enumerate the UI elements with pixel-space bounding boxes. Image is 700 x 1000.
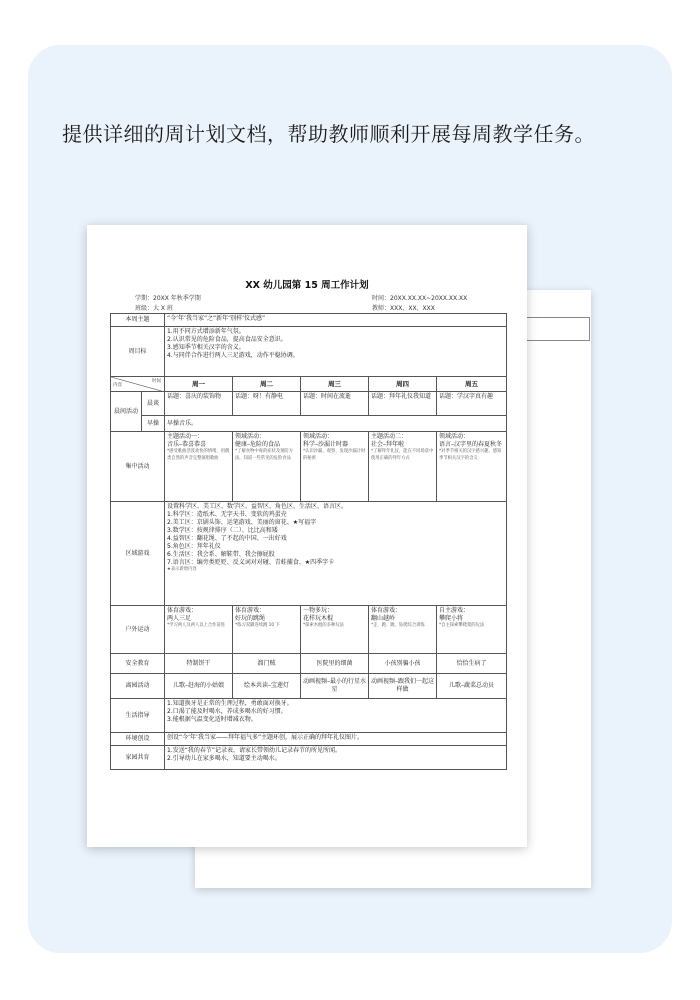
life-item: 2.口渴了能及时喝水，养成多喝水的好习惯。: [167, 708, 287, 715]
time-text: 时间：20XX.XX.XX~20XX.XX.XX: [372, 295, 468, 302]
class-text: 班级：大 X 班: [135, 305, 173, 312]
group-note: *了解食物中毒的症状及预防方法，知道一些常见的危险食品: [235, 449, 294, 461]
safety-row: [111, 654, 507, 674]
outdoor-title: 体育游戏：: [167, 607, 198, 614]
area-label: 区域游戏: [111, 502, 165, 606]
area-item: 3.数学区：按规律排序（二）、比比高和矮: [167, 527, 278, 534]
home-label: 家园共育: [111, 746, 165, 770]
goals-cell: [165, 327, 507, 377]
leave-cell: 绘本共读–宝莲灯: [233, 674, 301, 699]
theme-row: [111, 314, 507, 327]
area-item: 1.科学区：造纸术、无字天书、变软的鸡蛋壳: [167, 511, 287, 518]
front-page: [87, 225, 527, 847]
environment-row: [111, 733, 507, 746]
area-item: 设置科学区、美工区、数学区、益智区、角色区、生活区、语言区。: [167, 503, 348, 510]
leave-cell: 儿歌–蔬菜总动员: [437, 674, 507, 699]
area-item: 7.语言区：编旁类贬贬、反义词对对碰、青蛙捕食、★四季字卡: [167, 559, 335, 566]
group-cell: [369, 432, 437, 502]
group-title: 领域活动：: [303, 433, 334, 440]
group-name: 音乐–恭喜恭喜: [167, 441, 207, 448]
document-title: XX 幼儿园第 15 周工作计划: [245, 280, 369, 291]
group-cell: [165, 432, 233, 502]
theme-text: “今‘年’我当家”之“新年‘别样’仪式感”: [165, 314, 507, 327]
life-label: 生活指导: [111, 699, 165, 733]
group-title: 领域活动：: [235, 433, 266, 440]
outdoor-name: 翻山越岭: [371, 615, 396, 622]
group-note: *认识沙漏，观察、发现沙漏计时的秘密: [303, 449, 366, 461]
outdoor-note: *走、跑、跳、钻爬综合训练: [371, 623, 425, 628]
outdoor-note: *练习双脚连续跳 10 下: [235, 623, 280, 628]
outdoor-cell: [369, 606, 437, 654]
group-name: 语言–汉字里的春夏秋冬: [439, 441, 503, 448]
group-cell: [437, 432, 507, 502]
group-title: 领域活动：: [439, 433, 470, 440]
outdoor-title: 体育游戏：: [371, 607, 402, 614]
safety-cell: 医院里的细菌: [301, 654, 369, 674]
group-note: *对季节相关的汉字感兴趣，感知季节相关汉字的含义: [439, 449, 502, 461]
goal-item: 1.用不同方式增添新年气氛。: [167, 328, 245, 335]
safety-cell: 恰恰生病了: [437, 654, 507, 674]
area-item: 5.角色区：拜年礼仪: [167, 543, 221, 550]
outdoor-name: 好玩的跳绳: [235, 615, 266, 622]
goals-row: [111, 327, 507, 377]
talk-cell: 话题：时间在流逝: [301, 392, 369, 416]
area-item: 6.生活区：我会系、解鞋带、我会擦屁股: [167, 551, 275, 558]
home-item: 2.引导幼儿在家多喝水，知道要主动喝水。: [167, 755, 281, 762]
group-name: 科学–沙漏计时器: [303, 441, 349, 448]
safety-cell: 溜门贼: [233, 654, 301, 674]
leave-cell: 动画视频–跟我们一起这样做: [369, 674, 437, 699]
area-item: 4.益智区：翻花绳、了不起的中国、一出好戏: [167, 535, 287, 542]
safety-cell: 特制饼干: [165, 654, 233, 674]
group-name: 社会–拜年啦: [371, 441, 405, 448]
outdoor-title: 体育游戏：: [235, 607, 266, 614]
group-cell: [301, 432, 369, 502]
leave-cell: 动画视频–最小的行星水星: [301, 674, 369, 699]
outdoor-name: 花样玩木棍: [303, 615, 334, 622]
group-activity-row: [111, 432, 507, 502]
life-cell: [165, 699, 507, 733]
outdoor-cell: [165, 606, 233, 654]
theme-label: 本周主题: [111, 314, 165, 327]
talk-cell: 话题：拜年礼仪我知道: [369, 392, 437, 416]
life-row: [111, 699, 507, 733]
group-title: 主题活动二：: [371, 433, 408, 440]
outdoor-note: *探索木棍的多种玩法: [303, 623, 344, 628]
area-item: 2.美工区：京剧头饰、运笔游戏、美丽的窗花、★写福字: [167, 519, 317, 526]
morning-label: 晨间活动: [111, 392, 142, 432]
env-text: 创设“今‘年’我当家——拜年福气多”主题环创，展示正确的拜年礼仪图片。: [165, 733, 507, 746]
corner-content-label: 内容: [113, 383, 122, 388]
outdoor-label: 户外运动: [111, 606, 165, 654]
life-item: 3.能根据气温变化适时增减衣物。: [167, 716, 257, 723]
talk-cell: 话题：呀！有静电: [233, 392, 301, 416]
goals-label: 周目标: [111, 327, 165, 377]
outdoor-name: 两人三足: [167, 615, 192, 622]
day-monday: 周一: [165, 377, 233, 392]
group-cell: [233, 432, 301, 502]
weekly-plan-table: [110, 313, 507, 770]
group-note: *了解拜年礼仪，能在不同场景中使用正确的拜年方式: [371, 449, 434, 461]
outdoor-row: [111, 606, 507, 654]
goal-item: 2.认识常见的危险食品，提高食品安全意识。: [167, 336, 287, 343]
day-thursday: 周四: [369, 377, 437, 392]
day-wednesday: 周三: [301, 377, 369, 392]
exercise-row: [111, 416, 507, 432]
talk-cell: 话题：学汉字真有趣: [437, 392, 507, 416]
home-cell: [165, 746, 507, 770]
exercise-text: 早操音乐。: [165, 416, 507, 432]
outdoor-cell: [233, 606, 301, 654]
home-item: 1.发送“我的春节”记录表，请家长带领幼儿记录春节的所见所闻。: [167, 747, 341, 754]
safety-label: 安全教育: [111, 654, 165, 674]
outdoor-name: 攀爬小将: [439, 615, 464, 622]
outdoor-cell: [437, 606, 507, 654]
leave-label: 离园活动: [111, 674, 165, 699]
home-row: [111, 746, 507, 770]
corner-time-label: 时间: [152, 379, 162, 384]
area-games-row: [111, 502, 507, 606]
area-footnote: ★表示新增内容: [167, 567, 197, 572]
outdoor-cell: [301, 606, 369, 654]
outdoor-note: *学习两人及两人以上合作前进: [167, 623, 226, 628]
day-tuesday: 周二: [233, 377, 301, 392]
day-header-row: [111, 377, 507, 392]
headline: 提供详细的周计划文档，帮助教师顺利开展每周教学任务。: [62, 122, 595, 146]
outdoor-title: 一物多玩：: [303, 607, 334, 614]
area-cell: [165, 502, 507, 606]
env-label: 环境创设: [111, 733, 165, 746]
day-friday: 周五: [437, 377, 507, 392]
goal-item: 4.与同伴合作进行两人三足游戏，动作平稳协调。: [167, 352, 299, 359]
group-note: *感受歌曲活泼欢快的情绪，用偶类自然的声音完整演唱歌曲: [167, 449, 230, 461]
semester-text: 学期：20XX 年秋季学期: [135, 295, 201, 302]
talk-cell: 话题：喜庆的装饰物: [165, 392, 233, 416]
corner-cell: [111, 377, 165, 392]
life-item: 1.知道换牙是正常的生理过程，勇敢面对换牙。: [167, 700, 293, 707]
talk-label: 晨谈: [142, 392, 165, 416]
group-name: 健康–危险的食品: [235, 441, 281, 448]
teachers-text: 教师：XXX、XX、XXX: [372, 305, 435, 312]
leave-row: [111, 674, 507, 699]
outdoor-title: 自主游戏：: [439, 607, 470, 614]
safety-cell: 小孩别骗小孩: [369, 654, 437, 674]
outdoor-note: *自主探索攀爬架的玩法: [439, 623, 485, 628]
goal-item: 3.感知季节相关汉字的含义。: [167, 344, 245, 351]
group-label: 集中活动: [111, 432, 165, 502]
group-title: 主题活动一：: [167, 433, 204, 440]
morning-talk-row: [111, 392, 507, 416]
leave-cell: 儿歌–赶海的小姑娘: [165, 674, 233, 699]
exercise-label: 早操: [142, 416, 165, 432]
